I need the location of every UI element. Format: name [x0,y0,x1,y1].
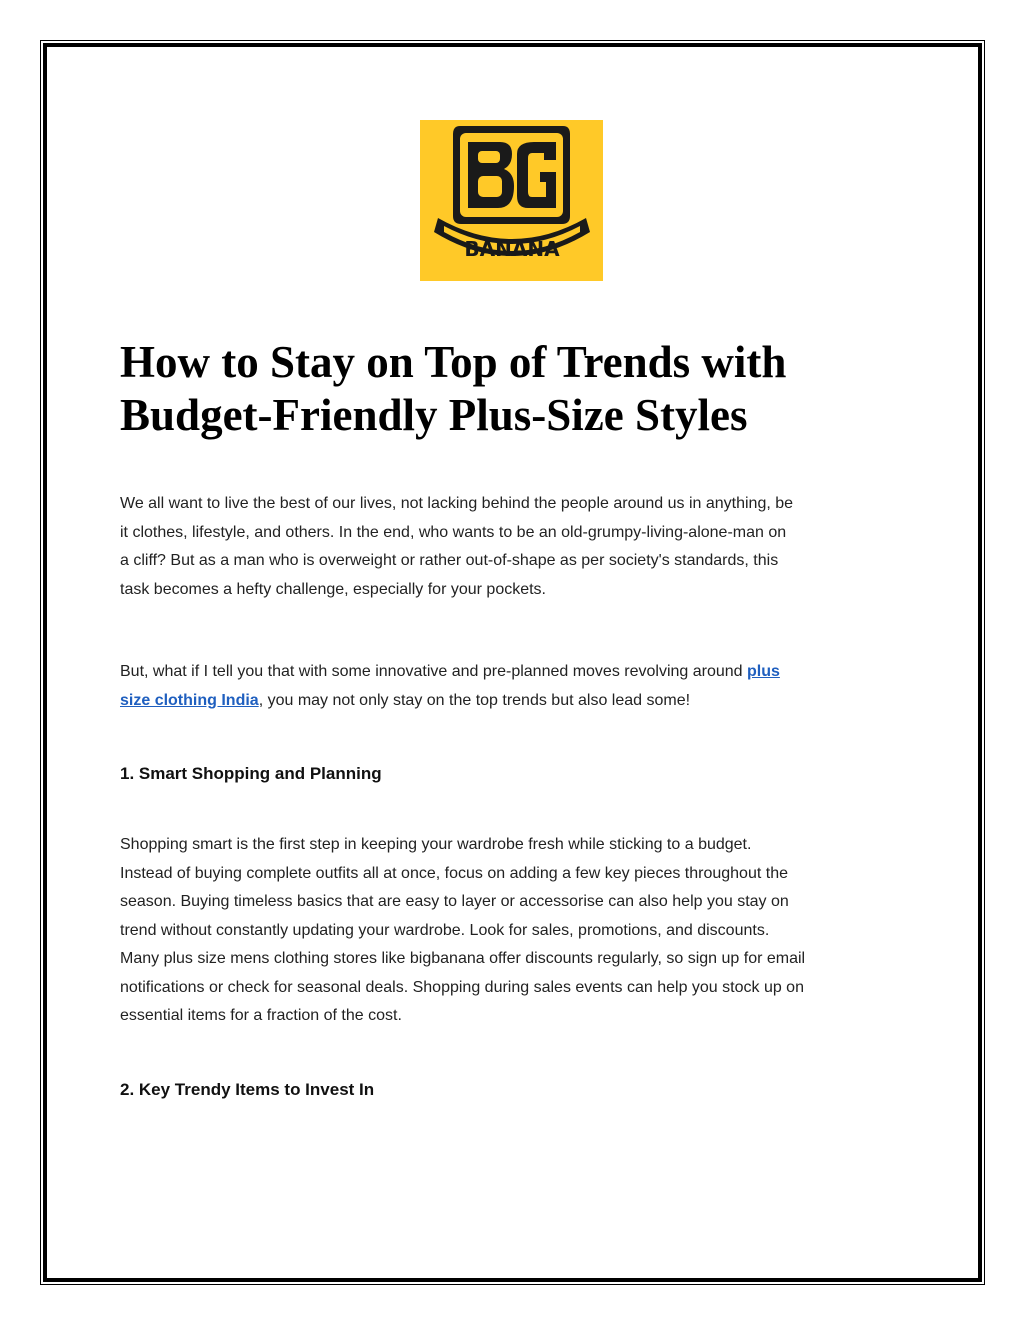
article-title [120,336,920,442]
logo-lettering: BANANA [464,237,560,261]
section1-line: trend without constantly updating your wardrobe. Look for sales, promotions, and discounts. [120,921,770,939]
title-line-2: Budget-Friendly Plus-Size Styles [120,390,748,440]
section1-paragraph [120,831,920,1031]
section1-line: Shopping smart is the first step in keeping your wardrobe fresh while sticking to a budget. [120,836,752,853]
plus-size-clothing-link-part2[interactable]: size clothing India [120,691,259,709]
section1-line: notifications or check for seasonal deals. Shopping during sales events can help you stock up on [120,978,804,996]
teaser-line-1 [120,658,920,687]
teaser-text-before: But, what if I tell you that with some innovative and pre-planned moves revolving around [120,663,748,680]
teaser-text-after: , you may not only stay on the top trends but also lead some! [258,691,691,709]
section1-line: season. Buying timeless basics that are easy to layer or accessorise can also help you stay on [120,893,789,910]
title-line-1: How to Stay on Top of Trends with [120,337,787,387]
teaser-paragraph [120,658,920,715]
banana-logo-icon [420,120,603,281]
plus-size-clothing-link-part1[interactable]: plus [747,663,780,680]
section-heading-2: 2. Key Trendy Items to Invest In [120,1080,375,1099]
intro-line: a cliff? But as a man who is overweight or rather out-of-shape as per society's standards, this [120,552,779,569]
section-heading-1: 1. Smart Shopping and Planning [120,764,382,783]
intro-line: We all want to live the best of our lives, not lacking behind the people around us in anything, be [120,495,794,512]
teaser-line-2 [120,687,920,716]
intro-paragraph [120,490,920,604]
big-banana-logo [420,120,603,281]
intro-line: task becomes a hefty challenge, especially for your pockets. [120,580,546,598]
section1-line: essential items for a fraction of the cost. [120,1007,402,1024]
section1-line: Instead of buying complete outfits all at once, focus on adding a few key pieces throughout the [120,864,788,882]
intro-line: it clothes, lifestyle, and others. In the end, who wants to be an old-grumpy-living-alone-man on [120,523,787,541]
section1-line: Many plus size mens clothing stores like bigbanana offer discounts regularly, so sign up for email [120,950,806,967]
